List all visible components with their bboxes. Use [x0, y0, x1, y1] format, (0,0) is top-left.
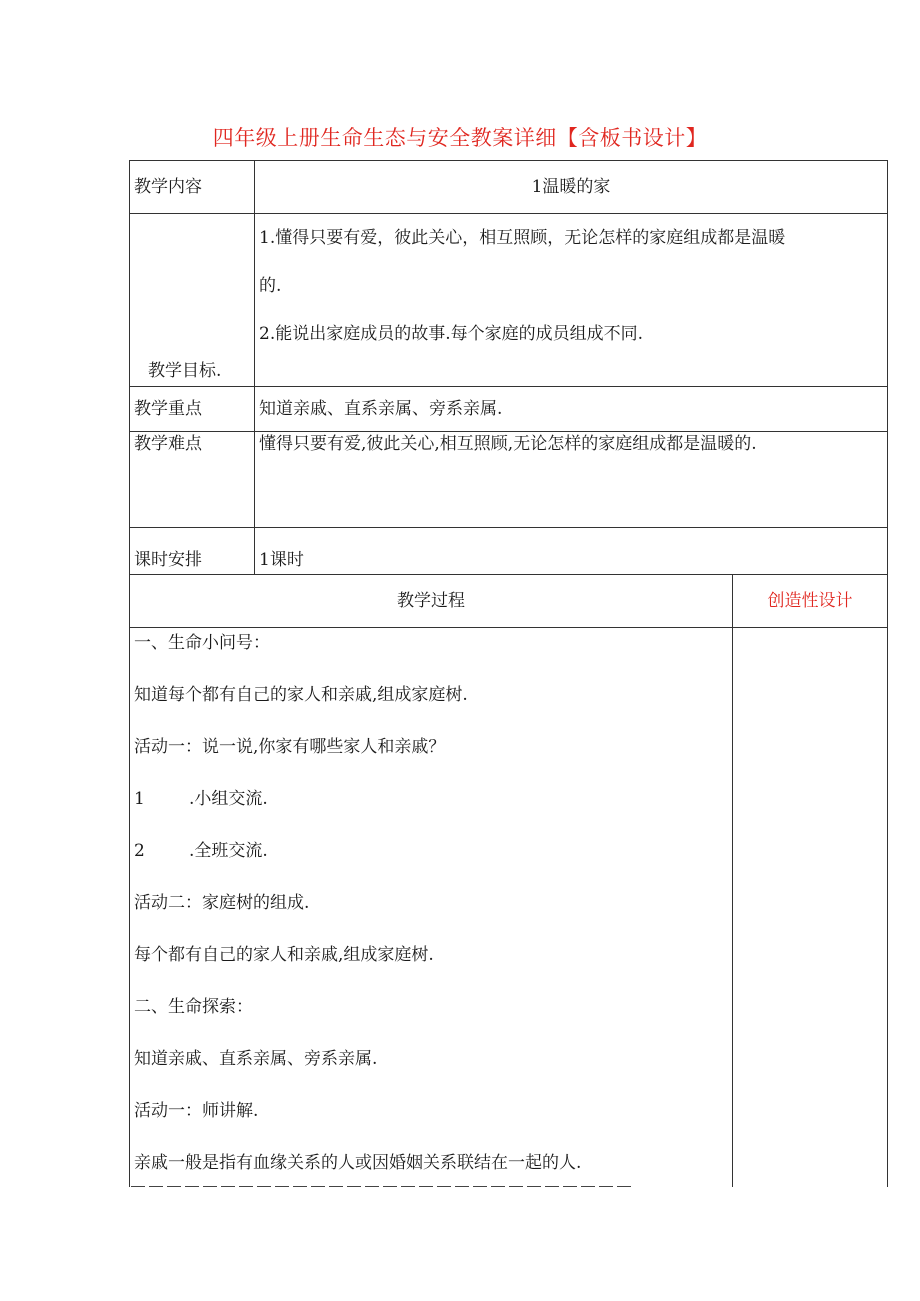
label-teaching-content: 教学内容 — [130, 161, 255, 214]
goal-line-2: 的. — [259, 276, 282, 296]
goal-line-3: 2.能说出家庭成员的故事.每个家庭的成员组成不同. — [259, 324, 644, 344]
process-line-8: 二、生命探索： — [134, 997, 253, 1017]
row-key-points — [130, 387, 888, 432]
list-number: 1 — [134, 789, 145, 809]
list-text: .全班交流. — [189, 841, 268, 861]
label-difficulty: 教学难点 — [130, 432, 255, 528]
value-schedule: 1课时 — [255, 528, 888, 575]
process-line-4 — [134, 776, 728, 828]
process-line-10: 活动一：师讲解. — [134, 1101, 259, 1121]
creative-design-cell — [733, 628, 888, 1245]
process-line-9: 知道亲戚、直系亲属、旁系亲属. — [134, 1049, 378, 1069]
process-body — [130, 628, 733, 1245]
process-line-3: 活动一：说一说,你家有哪些家人和亲戚？ — [134, 737, 446, 757]
process-line-5 — [134, 828, 728, 880]
row-process-header — [130, 575, 888, 628]
label-schedule: 课时安排 — [130, 528, 255, 575]
list-number: 2 — [134, 841, 145, 861]
value-difficulty: 懂得只要有爱,彼此关心,相互照顾,无论怎样的家庭组成都是温暖的. — [255, 432, 888, 528]
creative-design-header: 创造性设计 — [733, 575, 888, 628]
value-teaching-goal — [255, 214, 888, 387]
page-clip-mask — [129, 1187, 889, 1301]
row-schedule — [130, 528, 888, 575]
row-process-body — [130, 628, 888, 1245]
process-line-1: 一、生命小问号： — [134, 633, 270, 653]
process-line-6: 活动二：家庭树的组成. — [134, 893, 310, 913]
row-difficulty — [130, 432, 888, 528]
value-key-points: 知道亲戚、直系亲属、旁系亲属. — [255, 387, 888, 432]
process-header: 教学过程 — [130, 575, 733, 628]
label-key-points: 教学重点 — [130, 387, 255, 432]
row-teaching-content — [130, 161, 888, 214]
process-line-11: 亲戚一般是指有血缘关系的人或因婚姻关系联结在一起的人. — [134, 1153, 582, 1173]
label-teaching-goal: 教学目标. — [148, 361, 222, 381]
goal-line-1: 1.懂得只要有爱，彼此关心，相互照顾，无论怎样的家庭组成都是温暖 — [259, 228, 786, 248]
list-text: .小组交流. — [189, 789, 268, 809]
label-cell-teaching-goal — [130, 214, 255, 387]
row-teaching-goal — [130, 214, 888, 387]
value-teaching-content: 1温暖的家 — [255, 161, 888, 214]
process-line-2: 知道每个都有自己的家人和亲戚,组成家庭树. — [134, 685, 468, 705]
document-title: 四年级上册生命生态与安全教案详细【含板书设计】 — [212, 126, 708, 150]
process-line-7: 每个都有自己的家人和亲戚,组成家庭树. — [134, 945, 434, 965]
lesson-plan-table — [129, 160, 888, 1245]
